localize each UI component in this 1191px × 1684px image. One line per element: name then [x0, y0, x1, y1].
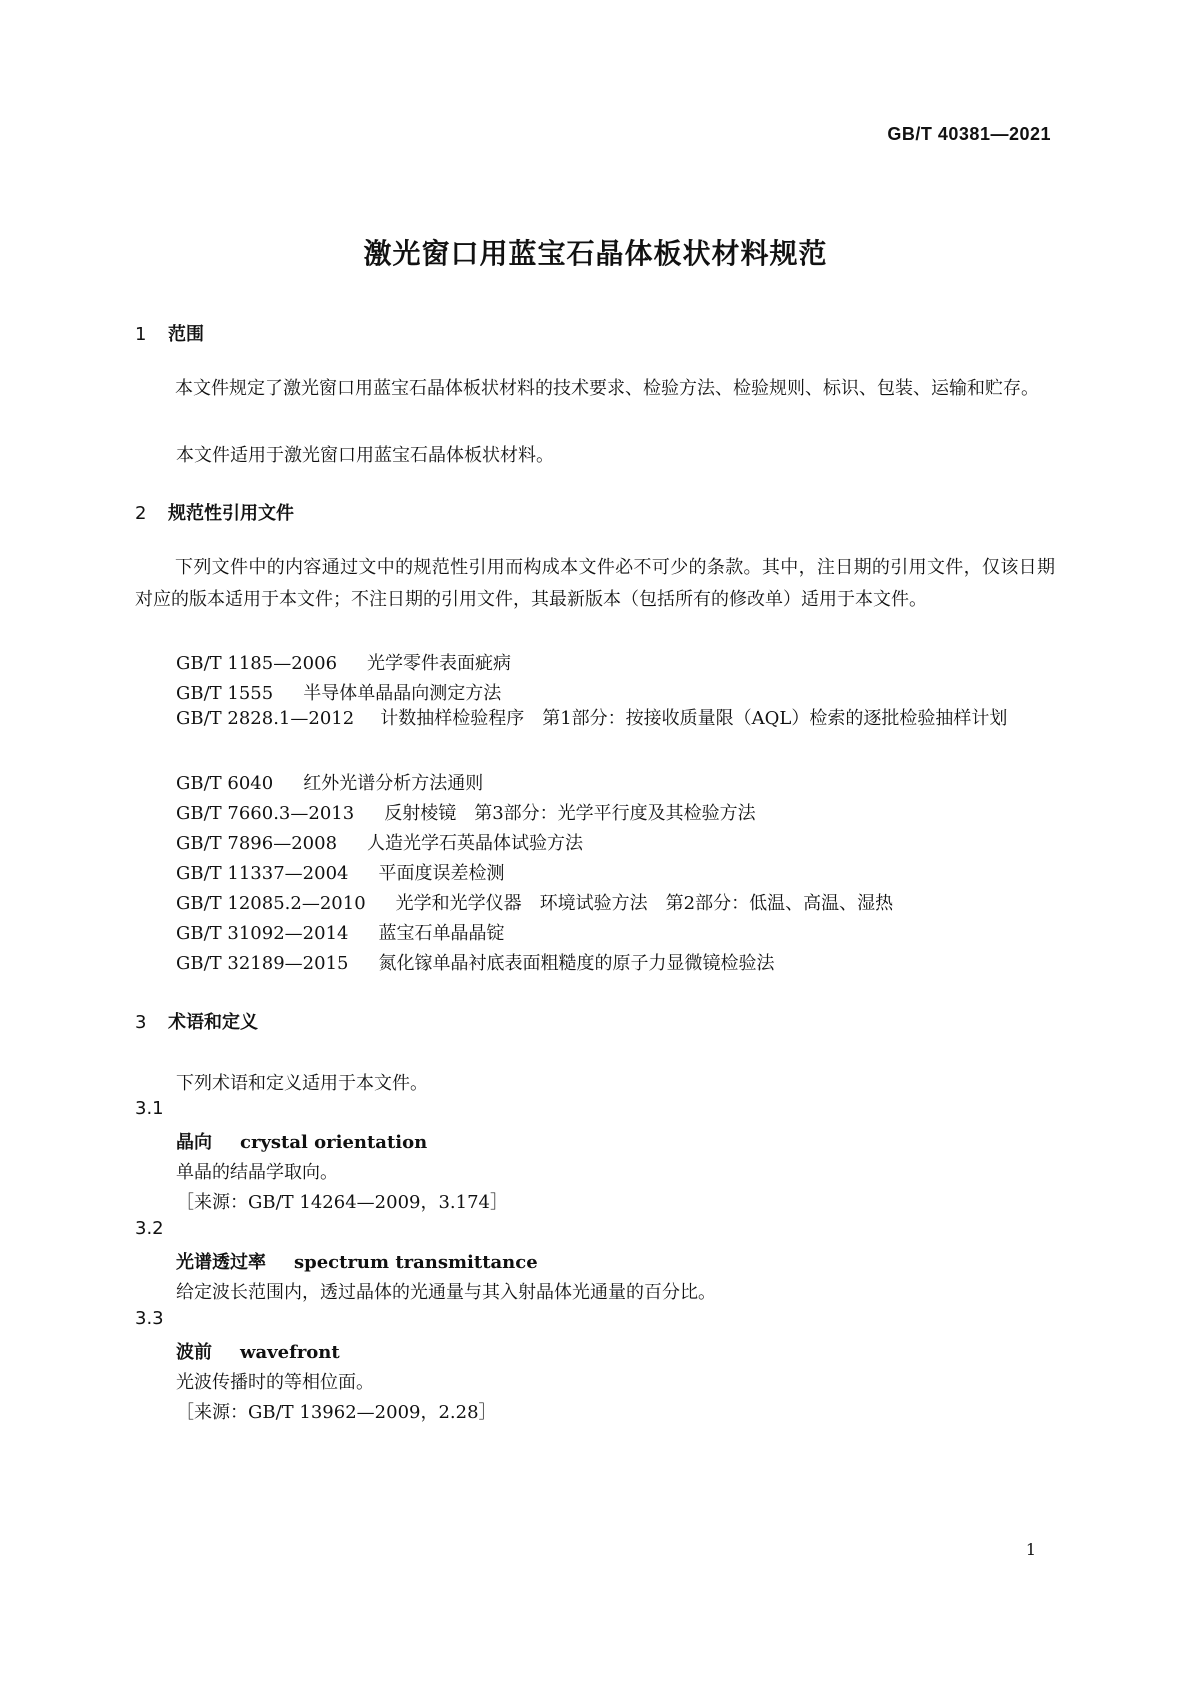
section-title: 规范性引用文件 — [168, 503, 294, 524]
reference-title: 平面度误差检测 — [378, 863, 505, 884]
reference-title: 计数抽样检验程序 第1部分：按接收质量限（AQL）检索的逐批检验抽样计划 — [380, 708, 1008, 729]
section-number: 3 — [135, 1012, 147, 1033]
page-title: 激光窗口用蓝宝石晶体板状材料规范 — [363, 237, 828, 270]
term-definition: 单晶的结晶学取向。 — [176, 1162, 338, 1183]
term-source: ［来源：GB/T 14264—2009，3.174］ — [176, 1192, 508, 1213]
term-zh: 光谱透过率 — [176, 1252, 266, 1273]
reference-item — [176, 949, 774, 975]
term-heading — [176, 1248, 538, 1274]
section-heading-normative-references — [135, 499, 294, 525]
term-heading — [176, 1128, 427, 1154]
reference-code: GB/T 32189—2015 — [176, 953, 349, 974]
reference-item — [176, 679, 501, 705]
term-source: ［来源：GB/T 13962—2009，2.28］ — [176, 1402, 497, 1423]
reference-code: GB/T 31092—2014 — [176, 923, 349, 944]
section-heading-scope — [135, 320, 204, 346]
reference-code: GB/T 7660.3—2013 — [176, 803, 355, 824]
terms-intro: 下列术语和定义适用于本文件。 — [176, 1073, 428, 1094]
reference-title: 半导体单晶晶向测定方法 — [303, 683, 502, 704]
reference-item — [176, 859, 504, 885]
page-number: 1 — [1025, 1540, 1036, 1559]
section-number: 1 — [135, 324, 147, 345]
section-title: 范围 — [168, 324, 204, 345]
term-definition: 光波传播时的等相位面。 — [176, 1372, 374, 1393]
reference-code: GB/T 11337—2004 — [176, 863, 349, 884]
reference-item — [176, 829, 583, 855]
section-heading-terms — [135, 1008, 258, 1034]
term-zh: 晶向 — [176, 1132, 212, 1153]
reference-item — [176, 769, 483, 795]
reference-code: GB/T 1185—2006 — [176, 653, 338, 674]
reference-item — [176, 889, 893, 915]
reference-item — [176, 799, 756, 825]
reference-item — [176, 919, 504, 945]
section-title: 术语和定义 — [168, 1012, 258, 1033]
term-definition: 给定波长范围内，透过晶体的光通量与其入射晶体光通量的百分比。 — [176, 1282, 716, 1303]
term-en: spectrum transmittance — [294, 1252, 538, 1273]
term-zh: 波前 — [176, 1342, 212, 1363]
reference-code: GB/T 7896—2008 — [176, 833, 338, 854]
section-number: 2 — [135, 503, 147, 524]
reference-title: 反射棱镜 第3部分：光学平行度及其检验方法 — [384, 803, 756, 824]
reference-code: GB/T 6040 — [176, 773, 274, 794]
term-number: 3.2 — [135, 1218, 164, 1239]
reference-item — [135, 703, 1055, 735]
reference-code: GB/T 12085.2—2010 — [176, 893, 366, 914]
reference-title: 光学零件表面疵病 — [367, 653, 512, 674]
reference-title: 红外光谱分析方法通则 — [303, 773, 484, 794]
term-number: 3.1 — [135, 1098, 164, 1119]
reference-title: 光学和光学仪器 环境试验方法 第2部分：低温、高温、湿热 — [395, 893, 894, 914]
scope-paragraph-2: 本文件适用于激光窗口用蓝宝石晶体板状材料。 — [176, 445, 554, 466]
term-en: crystal orientation — [240, 1132, 428, 1153]
references-intro: 下列文件中的内容通过文中的规范性引用而构成本文件必不可少的条款。其中，注日期的引用文件，仅该日期对应的版本适用于本文件；不注日期的引用文件，其最新版本（包括所有的修改单）适用于本文件。 — [135, 557, 1055, 610]
reference-title: 氮化镓单晶衬底表面粗糙度的原子力显微镜检验法 — [378, 953, 775, 974]
term-number: 3.3 — [135, 1308, 164, 1329]
scope-paragraph-1: 本文件规定了激光窗口用蓝宝石晶体板状材料的技术要求、检验方法、检验规则、标识、包装、运输和贮存。 — [175, 378, 1039, 399]
reference-title: 人造光学石英晶体试验方法 — [367, 833, 584, 854]
reference-title: 蓝宝石单晶晶锭 — [378, 923, 505, 944]
reference-code: GB/T 1555 — [176, 683, 274, 704]
reference-code: GB/T 2828.1—2012 — [176, 708, 355, 729]
term-heading — [176, 1338, 340, 1364]
term-en: wavefront — [240, 1342, 340, 1363]
reference-item — [176, 649, 511, 675]
standard-number: GB/T 40381—2021 — [887, 124, 1051, 144]
